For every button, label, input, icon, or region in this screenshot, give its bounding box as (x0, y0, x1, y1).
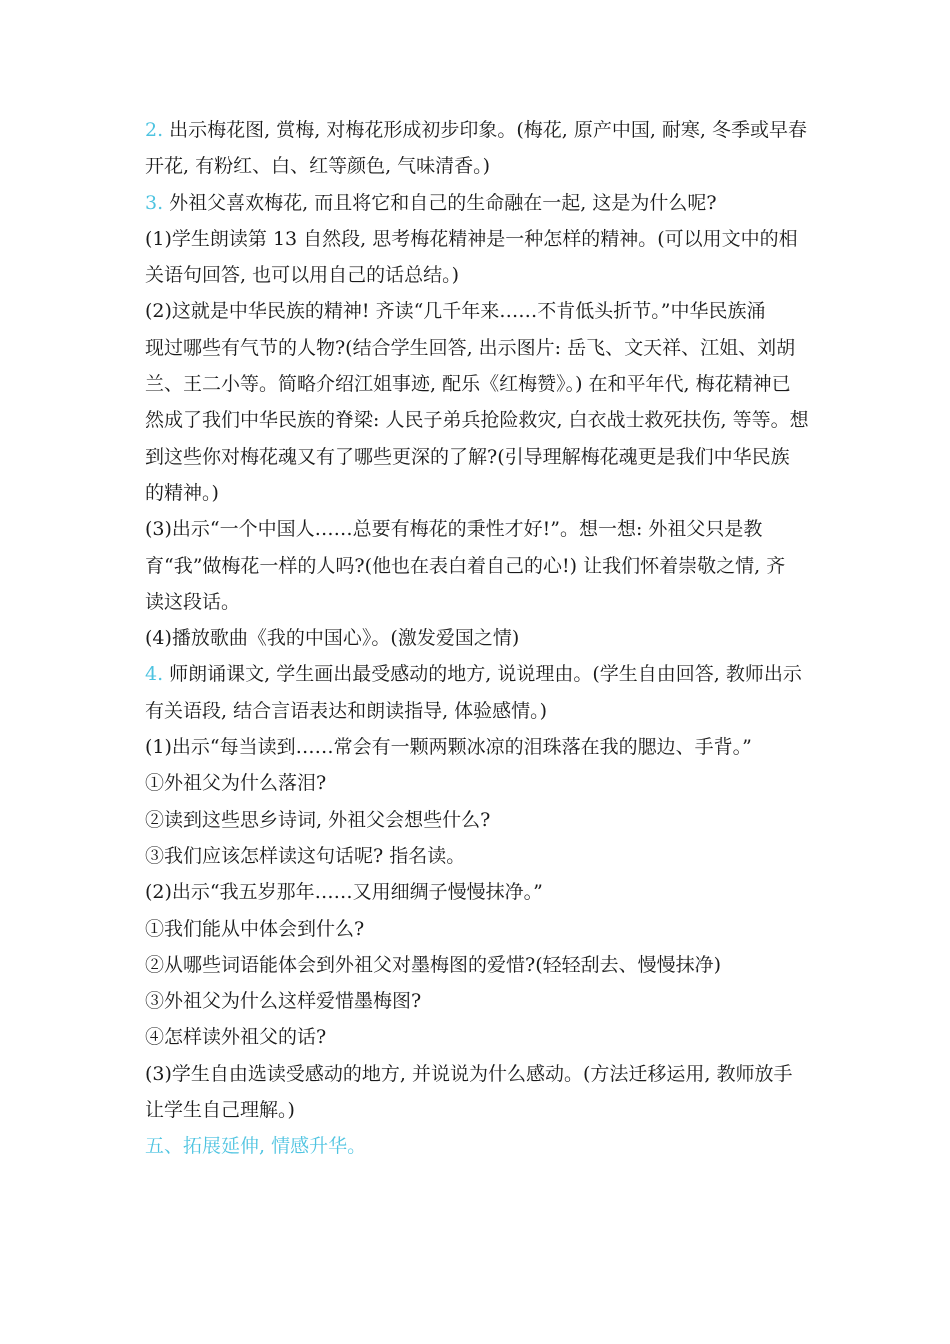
text-line (145, 874, 810, 910)
text-line (145, 620, 810, 656)
line-text: ②从哪些词语能体会到外祖父对墨梅图的爱惜?(轻轻刮去、慢慢抹净) (145, 953, 722, 976)
line-text: (3)学生自由选读受感动的地方, 并说说为什么感动。(方法迁移运用, 教师放手 (145, 1062, 793, 1085)
text-line (145, 548, 810, 584)
line-text: ①我们能从中体会到什么? (145, 917, 365, 940)
line-text: (2)出示“我五岁那年……又用细绸子慢慢抹净。” (145, 881, 543, 904)
text-line (145, 148, 810, 184)
text-line (145, 1019, 810, 1055)
line-text: ④怎样读外祖父的话? (145, 1026, 327, 1049)
line-text: 的精神。) (145, 481, 219, 504)
document-body (145, 112, 810, 1165)
text-line (145, 693, 810, 729)
line-text: 然成了我们中华民族的脊梁: 人民子弟兵抢险救灾, 白衣战士救死扶伤, 等等。想 (145, 409, 809, 432)
text-line (145, 439, 810, 475)
line-text: 育“我”做梅花一样的人吗?(他也在表白着自己的心!) 让我们怀着崇敬之情, 齐 (145, 554, 786, 577)
line-text: 关语句回答, 也可以用自己的话总结。) (145, 264, 459, 287)
item-number: 3. (145, 191, 164, 214)
text-line (145, 293, 810, 329)
text-line (145, 112, 810, 148)
text-line (145, 221, 810, 257)
line-text: 开花, 有粉红、白、红等颜色, 气味清香。) (145, 155, 491, 178)
line-text: 外祖父喜欢梅花, 而且将它和自己的生命融在一起, 这是为什么呢? (163, 191, 717, 214)
line-text: 到这些你对梅花魂又有了哪些更深的了解?(引导理解梅花魂更是我们中华民族 (145, 445, 790, 468)
text-line (145, 911, 810, 947)
line-text: 现过哪些有气节的人物?(结合学生回答, 出示图片: 岳飞、文天祥、江姐、刘胡 (145, 336, 796, 359)
line-text: 兰、王二小等。简略介绍江姐事迹, 配乐《红梅赞》。) 在和平年代, 梅花精神已 (145, 373, 791, 396)
text-line (145, 838, 810, 874)
text-line (145, 475, 810, 511)
line-text: ②读到这些思乡诗词, 外祖父会想些什么? (145, 808, 491, 831)
text-line (145, 366, 810, 402)
text-line (145, 185, 810, 221)
line-text: (2)这就是中华民族的精神! 齐读“几千年来……不肯低头折节。”中华民族涌 (145, 300, 766, 323)
text-line (145, 983, 810, 1019)
text-line (145, 947, 810, 983)
line-text: 出示梅花图, 赏梅, 对梅花形成初步印象。(梅花, 原产中国, 耐寒, 冬季或早春 (163, 119, 807, 141)
text-line (145, 330, 810, 366)
line-text: (1)学生朗读第 13 自然段, 思考梅花精神是一种怎样的精神。(可以用文中的相 (145, 227, 798, 250)
text-line (145, 257, 810, 293)
line-text: ①外祖父为什么落泪? (145, 772, 327, 795)
line-text: 读这段话。 (145, 590, 241, 613)
text-line (145, 656, 810, 692)
text-line (145, 802, 810, 838)
text-line (145, 765, 810, 801)
line-text: (3)出示“一个中国人……总要有梅花的秉性才好!”。想一想: 外祖父只是教 (145, 518, 763, 541)
text-line (145, 402, 810, 438)
item-number: 2. (145, 119, 164, 141)
line-text: ③我们应该怎样读这句话呢? 指名读。 (145, 844, 466, 867)
section-heading: 五、拓展延伸, 情感升华。 (145, 1135, 367, 1158)
text-line (145, 1092, 810, 1128)
line-text: 师朗诵课文, 学生画出最受感动的地方, 说说理由。(学生自由回答, 教师出示 (163, 663, 802, 686)
line-text: (1)出示“每当读到……常会有一颗两颗冰凉的泪珠落在我的腮边、手背。” (145, 736, 752, 759)
text-line (145, 584, 810, 620)
line-text: (4)播放歌曲《我的中国心》。(激发爱国之情) (145, 627, 520, 650)
item-number: 4. (145, 663, 164, 686)
line-text: 有关语段, 结合言语表达和朗读指导, 体验感情。) (145, 699, 548, 722)
text-line (145, 511, 810, 547)
line-text: 让学生自己理解。) (145, 1099, 295, 1122)
text-line (145, 729, 810, 765)
text-line (145, 1056, 810, 1092)
line-text: ③外祖父为什么这样爱惜墨梅图? (145, 990, 422, 1013)
